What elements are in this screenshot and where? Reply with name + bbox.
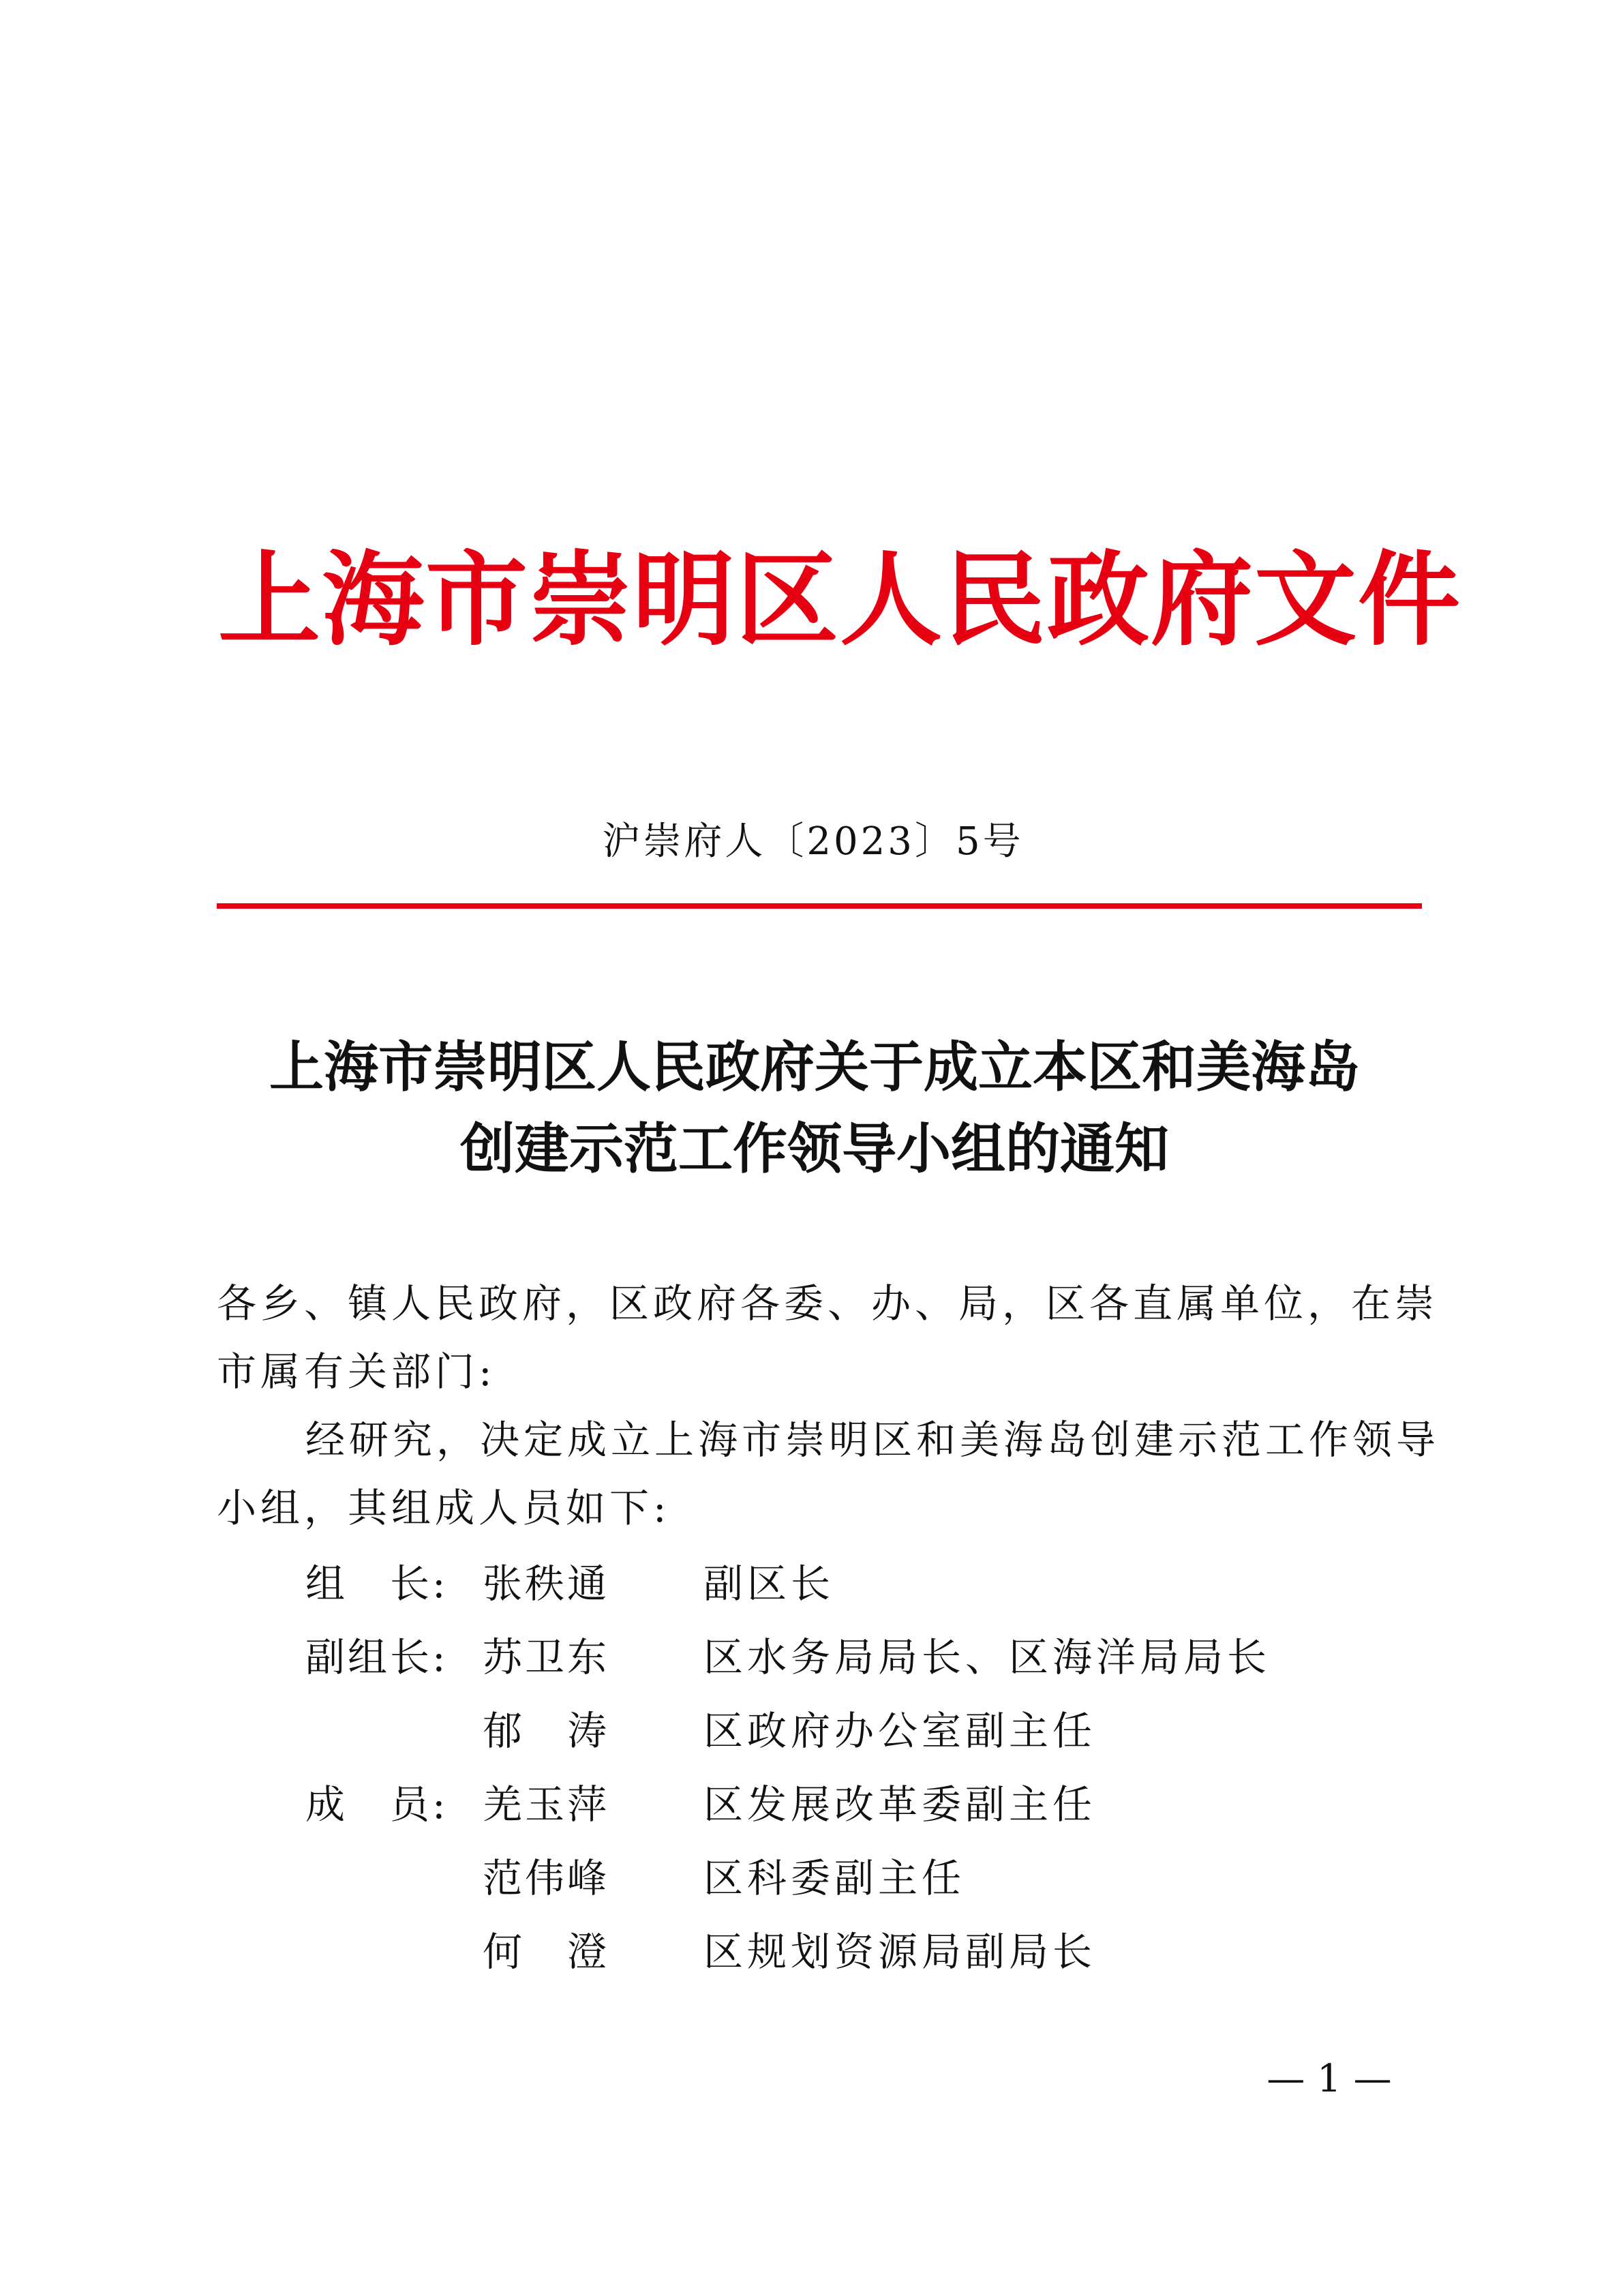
notice-title-line-1: 上海市崇明区人民政府关于成立本区和美海岛 xyxy=(269,1035,1360,1099)
document-number: 沪崇府人〔2023〕5号 xyxy=(602,819,1024,864)
member-row xyxy=(0,1924,1623,1979)
member-name: 羌玉萍 xyxy=(483,1781,610,1828)
member-row xyxy=(0,1777,1623,1832)
notice-title-line-2: 创建示范工作领导小组的通知 xyxy=(460,1117,1169,1181)
member-name: 苏卫东 xyxy=(483,1634,610,1680)
member-position: 副区长 xyxy=(703,1560,835,1607)
member-position: 区规划资源局副局长 xyxy=(703,1929,1097,1975)
body-line-1: 经研究，决定成立上海市崇明区和美海岛创建示范工作领导 xyxy=(305,1417,1440,1463)
member-name: 何 澄 xyxy=(483,1929,610,1975)
member-row xyxy=(0,1630,1623,1685)
addressee-line-1: 各乡、镇人民政府，区政府各委、办、局，区各直属单位，在崇 xyxy=(217,1280,1439,1327)
member-position: 区科委副主任 xyxy=(703,1855,966,1901)
member-position: 区政府办公室副主任 xyxy=(703,1708,1097,1754)
member-row xyxy=(0,1851,1623,1905)
red-separator-line xyxy=(217,903,1422,909)
member-position: 区发展改革委副主任 xyxy=(703,1781,1097,1828)
member-name: 郁 涛 xyxy=(483,1708,610,1754)
member-role: 成 员: xyxy=(305,1781,449,1828)
addressee-line-2: 市属有关部门: xyxy=(217,1348,496,1395)
page-number: — 1 — xyxy=(1266,2057,1392,2101)
member-role: 副组长: xyxy=(305,1634,449,1680)
member-role: 组 长: xyxy=(305,1560,449,1607)
member-name: 张秩通 xyxy=(483,1560,610,1607)
member-position: 区水务局局长、区海洋局局长 xyxy=(703,1634,1271,1680)
body-line-2: 小组，其组成人员如下: xyxy=(217,1485,671,1531)
member-name: 范伟峰 xyxy=(483,1855,610,1901)
notice-title xyxy=(204,1026,1425,1190)
masthead-title: 上海市崇明区人民政府文件 xyxy=(218,540,1462,660)
member-row xyxy=(0,1556,1623,1611)
member-row xyxy=(0,1704,1623,1758)
